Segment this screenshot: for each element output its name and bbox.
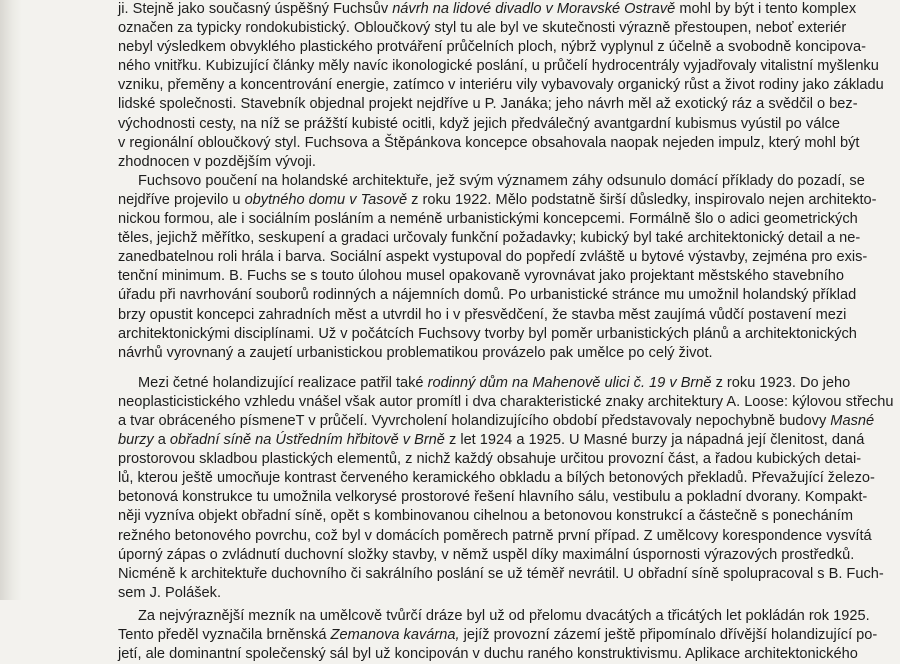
text-line: v regionální obloučkový styl. Fuchsova a Štěpánkova koncepce obsahovala naopak nejeden impulz, který mohl být [118, 134, 860, 151]
text-line: něji vyzníva objekt obřadní síně, opět s kombinovanou cihelnou a betonovou konstrukcí a částečně s ponecháním [118, 508, 854, 525]
text-line: brzy opustit koncepci zahradních měst a utvrdil ho i v přesvědčení, že stavba měst zaujímá vůdčí postavení mezi [118, 306, 847, 323]
text-line: prostorovou skladbou plastických elementů, z nichž každý obsahuje určitou provozní část, a řadou kubických detai- [118, 451, 862, 468]
paragraph-gap [118, 363, 840, 374]
text-line: úporný zápas o zvládnutí duchovní složky stavby, v němž uspěl díky maximální úspornosti výrazových prostředků. [118, 546, 855, 563]
text-line: nebyl výsledkem obvyklého plastického protváření průčelních ploch, nýbrž vyplynul z účelně a svobodně koncipova- [118, 39, 866, 56]
page-binding-edge [0, 0, 22, 600]
text-line: nickou formou, ale i sociálním posláním a neméně urbanistickými koncepcemi. Formálně šlo o adici geometrických [118, 211, 858, 228]
text-line: úřadu při navrhování souborů rodinných a nájemních domů. Po urbanistické stránce mu umožnil holandský příklad [118, 287, 857, 304]
text-line: jetí, ale dominantní společenský sál byl už koncipován v duchu raného konstruktivismu. Aplikace architektonického [118, 646, 858, 663]
text-line: východnosti cesty, na níž se prážští kubisté ocitli, když jejich předválečný avantgardní kubismus vyústil po válce [118, 115, 840, 132]
text-line: architektonickými disciplínami. Už v počátcích Fuchsovy tvorby byl poměr urbanistických plánů a architektonických [118, 325, 857, 342]
text-line: tenční minimum. B. Fuchs se s touto úlohou musel opakovaně vyrovnávat jako projektant městského stavebního [118, 268, 845, 285]
text-line: Mezi četné holandizující realizace patřil také rodinný dům na Mahenově ulici č. 19 v Brně z roku 1923. Do jeho [138, 374, 851, 391]
text-line: návrhů vyrovnaný a zaujetí urbanistickou problematikou provázelo pak umělce po celý život. [118, 344, 713, 361]
paragraph [118, 607, 878, 664]
text-line: těles, jejichž měřítko, seskupení a gradaci určovaly funkční požadavky; kubický byl také architektonický detail a ne- [118, 230, 861, 247]
text-line: režného betonového povrchu, což byl v domácích poměrech patrně první případ. Z umělcovy korespondence vysvítá [118, 527, 872, 544]
text-line: Tento předěl vyznačila brněnská Zemanova kavárna, jejíž provozní zázemí ještě připomínalo dřívější holandizující po- [118, 627, 878, 643]
text-line: ného vnitřku. Kubizující články měly navíc ikonologické poslání, u průčelí hydrocentrály vyjadřovaly vitalistní myšlenku [118, 58, 879, 75]
text-line: označen za typicky rondokubistický. Obloučkový styl tu ale byl ve skutečnosti výrazně přestoupen, neboť exteriér [118, 20, 847, 37]
document-text-column [118, 0, 894, 664]
paragraph [118, 0, 884, 172]
text-line: sem J. Polášek. [118, 584, 222, 601]
text-line: neoplasticistického vzhledu vnášel však autor promítl i dva charakteristické znaky architektury A. Loose: kýlovou střechu [118, 393, 894, 410]
text-line: lidské společnosti. Stavebník objednal projekt nejdříve u P. Janáka; jeho návrh měl až exotický ráz a svědčil o bez- [118, 96, 858, 113]
text-line: zhodnocen v pozdějším vývoji. [118, 153, 316, 170]
paragraph [118, 374, 894, 603]
text-line: a tvar obráceného písmeneT v průčelí. Vyvrcholení holandizujícího období představovaly nepochybně budovy Masné [118, 412, 875, 429]
text-line: zanedbatelnou roli hrála i barva. Sociální aspekt vystupoval do popředí zvláště u bytové výstavby, zejména pro exis- [118, 249, 868, 266]
text-line: vzniku, přeměny a koncentrování energie, zatímco v interiéru vily vybavovaly organický růst a život rodiny jako základu [118, 77, 884, 94]
text-line: nejdříve projevilo u obytného domu v Tasově z roku 1922. Mělo podstatně širší důsledky, inspirovalo nejen architekto- [118, 191, 877, 208]
text-line: burzy a obřadní síně na Ústředním hřbitově v Brně z let 1924 a 1925. U Masné burzy ja nápadná její členitost, daná [118, 432, 865, 449]
text-line: betonová konstrukce tu umožnila velkorysé prostorové řešení hlavního sálu, vestibulu a pokladní dvorany. Kompakt- [118, 489, 868, 506]
text-line: Za nejvýraznější mezník na umělcově tvůrčí dráze byl už od přelomu dvacátých a třicátých let pokládán rok 1925. [138, 607, 870, 624]
paragraph [118, 172, 877, 363]
text-line: Fuchsovo poučení na holandské architektuře, jež svým významem záhy odsunulo domácí příklady do pozadí, se [138, 172, 865, 189]
text-line: Nicméně k architektuře duchovního či sakrálního poslání se už téměř nevrátil. U obřadní síně spolupracoval s B. Fuch- [118, 565, 884, 582]
text-line: ji. Stejně jako současný úspěšný Fuchsův návrh na lidové divadlo v Moravské Ostravě mohl by být i tento komplex [118, 1, 857, 17]
text-line: lů, kterou ještě umocňuje kontrast červeného keramického obkladu a bílých betonových překladů. Převažující železo- [118, 470, 875, 487]
